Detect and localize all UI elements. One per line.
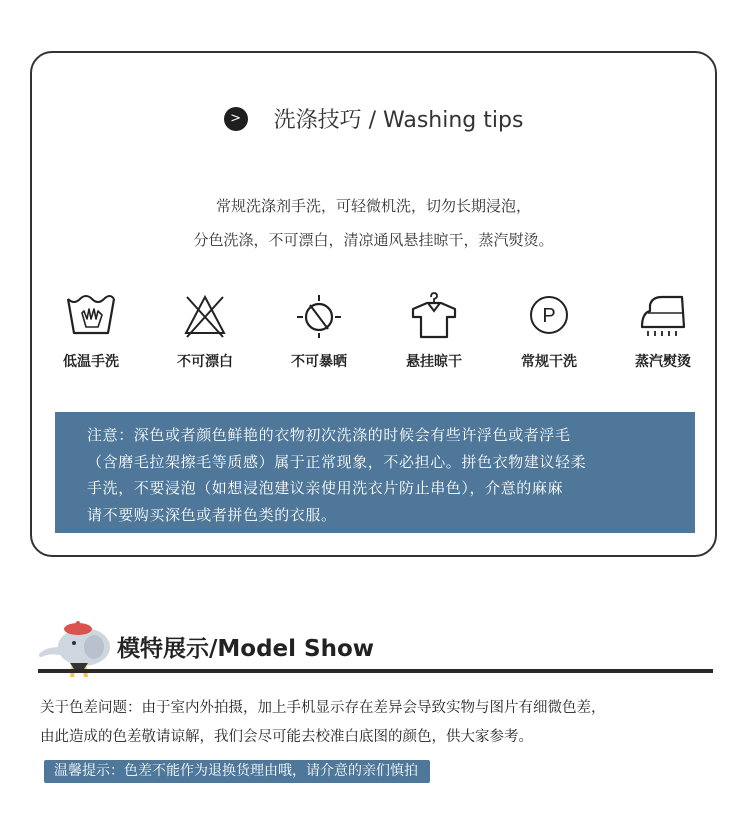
washing-tips-title: 洗涤技巧 / Washing tips — [273, 108, 524, 133]
arrow-right-icon: > — [224, 107, 248, 131]
washing-notice-box — [55, 412, 695, 533]
color-note-line-2: 由此造成的色差敬请谅解，我们会尽可能去校准白底图的颜色，供大家参考。 — [40, 729, 533, 745]
notice-line: （含磨毛拉架擦毛等质感）属于正常现象，不必担心。拼色衣物建议轻柔 — [87, 452, 587, 471]
washing-tips-heading — [32, 103, 715, 134]
notice-line: 手洗，不要浸泡（如想浸泡建议亲使用洗衣片防止串色），介意的麻麻 — [87, 479, 564, 497]
hang-dry-icon — [407, 291, 461, 341]
care-label-no-sun-dry: 不可暴晒 — [291, 354, 347, 370]
care-label-no-bleach: 不可漂白 — [177, 354, 233, 370]
dry-clean-p-icon — [522, 291, 576, 341]
care-label-steam-iron: 蒸汽熨烫 — [635, 354, 691, 370]
warm-tip-badge: 温馨提示：色差不能作为退换货理由哦，请介意的亲们慎拍 — [44, 760, 430, 783]
care-item-hang-dry — [379, 291, 489, 371]
care-label-hand-wash: 低温手洗 — [63, 354, 119, 370]
notice-line: 请不要购买深色或者拼色类的衣服。 — [87, 505, 337, 524]
care-item-steam-iron — [608, 291, 718, 371]
steam-iron-icon — [636, 291, 690, 341]
model-show-divider — [38, 669, 713, 673]
color-note-line-1: 关于色差问题：由于室内外拍摄，加上手机显示存在差异会导致实物与图片有细微色差， — [40, 700, 606, 716]
care-item-no-sun-dry — [264, 291, 374, 371]
washing-desc-line-2: 分色洗涤，不可漂白，清凉通风悬挂晾干，蒸汽熨烫。 — [193, 231, 554, 249]
care-label-dry-clean: 常规干洗 — [521, 354, 577, 370]
care-item-hand-wash — [36, 291, 146, 371]
care-item-no-bleach — [150, 291, 260, 371]
washing-desc-line-1: 常规洗涤剂手洗，可轻微机洗，切勿长期浸泡， — [215, 197, 531, 215]
dry-clean-letter: P — [542, 305, 556, 327]
no-bleach-icon — [178, 291, 232, 341]
care-label-hang-dry: 悬挂晾干 — [406, 354, 462, 370]
washing-tips-card — [30, 51, 717, 557]
notice-line: 注意：深色或者颜色鲜艳的衣物初次洗涤的时候会有些许浮色或者浮毛 — [87, 426, 571, 444]
washing-description — [32, 189, 715, 257]
model-show-title: 模特展示/Model Show — [117, 636, 375, 662]
care-item-dry-clean — [494, 291, 604, 371]
hand-wash-icon — [64, 291, 118, 341]
care-icons-row — [32, 291, 715, 381]
color-difference-note — [40, 694, 606, 752]
no-sun-dry-icon — [292, 291, 346, 341]
